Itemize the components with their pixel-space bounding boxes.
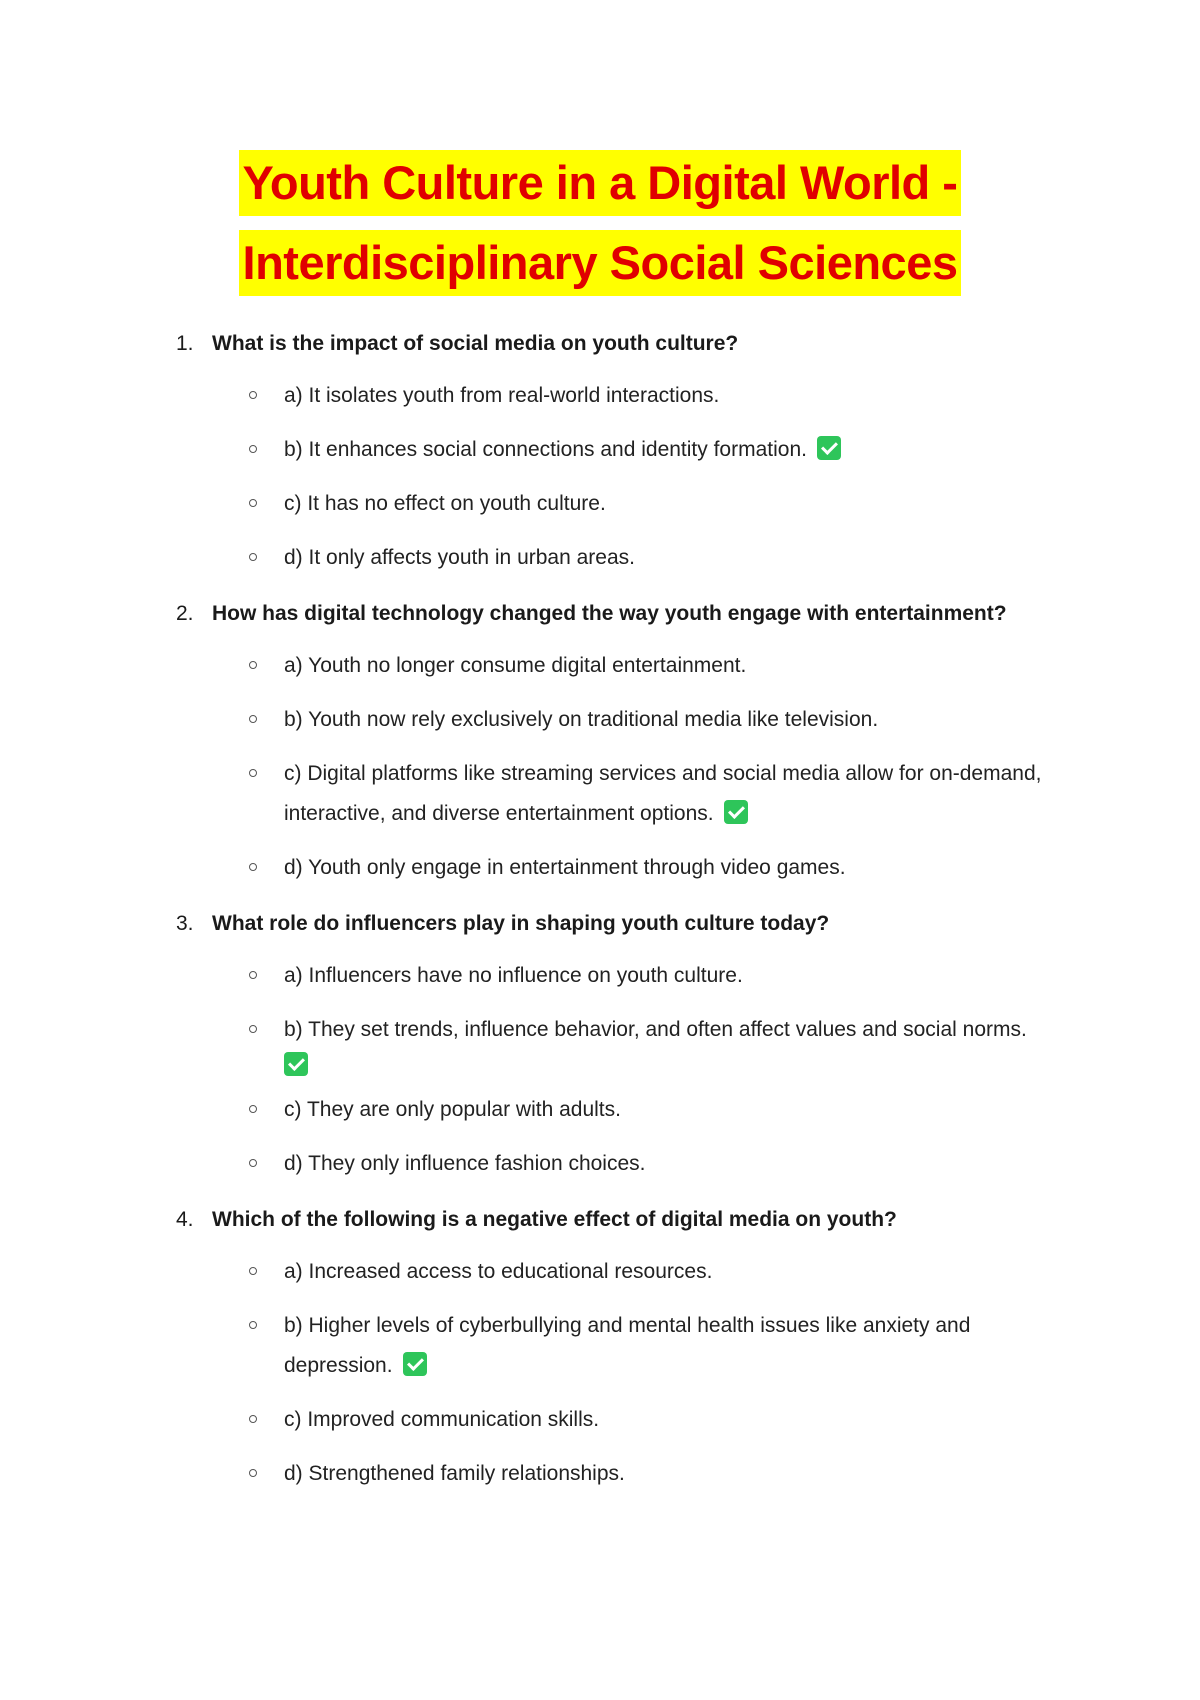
circle-bullet-icon xyxy=(249,1321,257,1329)
option-item-correct xyxy=(176,1306,1076,1386)
option-label: a) Influencers have no influence on youth culture. xyxy=(284,964,743,987)
circle-bullet-icon xyxy=(249,391,257,399)
document-title xyxy=(0,150,1200,310)
option-label: c) It has no effect on youth culture. xyxy=(284,492,606,515)
option-label: d) It only affects youth in urban areas. xyxy=(284,546,635,569)
option-item xyxy=(176,956,1076,996)
option-label: d) Youth only engage in entertainment through video games. xyxy=(284,856,846,879)
circle-bullet-icon xyxy=(249,553,257,561)
circle-bullet-icon xyxy=(249,445,257,453)
option-item-correct xyxy=(176,1010,1076,1076)
option-label: c) They are only popular with adults. xyxy=(284,1098,621,1121)
circle-bullet-icon xyxy=(249,1415,257,1423)
option-item xyxy=(176,1454,1076,1494)
question-number: 4. xyxy=(176,1208,194,1231)
circle-bullet-icon xyxy=(249,661,257,669)
option-item-correct xyxy=(176,430,1076,470)
question-heading xyxy=(176,592,1076,646)
option-item-correct xyxy=(176,754,1076,834)
option-label: c) Digital platforms like streaming services and social media allow for on-demand, interactive, and diverse entertainment options. xyxy=(284,762,1042,825)
checkmark-icon xyxy=(403,1352,427,1376)
option-item xyxy=(176,538,1076,578)
circle-bullet-icon xyxy=(249,715,257,723)
question-text: How has digital technology changed the way youth engage with entertainment? xyxy=(212,602,1007,625)
title-line-2: Interdisciplinary Social Sciences xyxy=(239,230,962,296)
question-text: What is the impact of social media on youth culture? xyxy=(212,332,739,355)
question-number: 2. xyxy=(176,602,194,625)
checkmark-icon xyxy=(724,800,748,824)
option-item xyxy=(176,848,1076,888)
question-text: Which of the following is a negative effect of digital media on youth? xyxy=(212,1208,897,1231)
option-item xyxy=(176,376,1076,416)
option-item xyxy=(176,1252,1076,1292)
question-3 xyxy=(176,902,1076,1184)
circle-bullet-icon xyxy=(249,1267,257,1275)
option-label: d) They only influence fashion choices. xyxy=(284,1152,646,1175)
question-heading xyxy=(176,322,1076,376)
question-text: What role do influencers play in shaping youth culture today? xyxy=(212,912,830,935)
circle-bullet-icon xyxy=(249,863,257,871)
checkmark-icon xyxy=(817,436,841,460)
option-label: b) They set trends, influence behavior, and often affect values and social norms. xyxy=(284,1018,1027,1041)
title-line-1: Youth Culture in a Digital World - xyxy=(239,150,962,216)
option-item xyxy=(176,1090,1076,1130)
question-2 xyxy=(176,592,1076,888)
option-item xyxy=(176,646,1076,686)
circle-bullet-icon xyxy=(249,1469,257,1477)
question-4 xyxy=(176,1198,1076,1494)
question-number: 3. xyxy=(176,912,194,935)
question-list xyxy=(176,322,1076,1508)
circle-bullet-icon xyxy=(249,1159,257,1167)
question-number: 1. xyxy=(176,332,194,355)
question-heading xyxy=(176,1198,1076,1252)
option-label: b) It enhances social connections and identity formation. xyxy=(284,438,807,461)
circle-bullet-icon xyxy=(249,499,257,507)
option-item xyxy=(176,1400,1076,1440)
question-heading xyxy=(176,902,1076,956)
option-label: d) Strengthened family relationships. xyxy=(284,1462,625,1485)
option-item xyxy=(176,1144,1076,1184)
question-1 xyxy=(176,322,1076,578)
option-label: a) Increased access to educational resources. xyxy=(284,1260,713,1283)
option-item xyxy=(176,484,1076,524)
option-label: b) Youth now rely exclusively on traditional media like television. xyxy=(284,708,879,731)
option-label: a) It isolates youth from real-world interactions. xyxy=(284,384,720,407)
option-label: b) Higher levels of cyberbullying and mental health issues like anxiety and depression. xyxy=(284,1314,971,1377)
option-label: a) Youth no longer consume digital entertainment. xyxy=(284,654,747,677)
circle-bullet-icon xyxy=(249,971,257,979)
circle-bullet-icon xyxy=(249,1025,257,1033)
circle-bullet-icon xyxy=(249,769,257,777)
option-label: c) Improved communication skills. xyxy=(284,1408,600,1431)
checkmark-icon xyxy=(284,1052,308,1076)
option-item xyxy=(176,700,1076,740)
circle-bullet-icon xyxy=(249,1105,257,1113)
